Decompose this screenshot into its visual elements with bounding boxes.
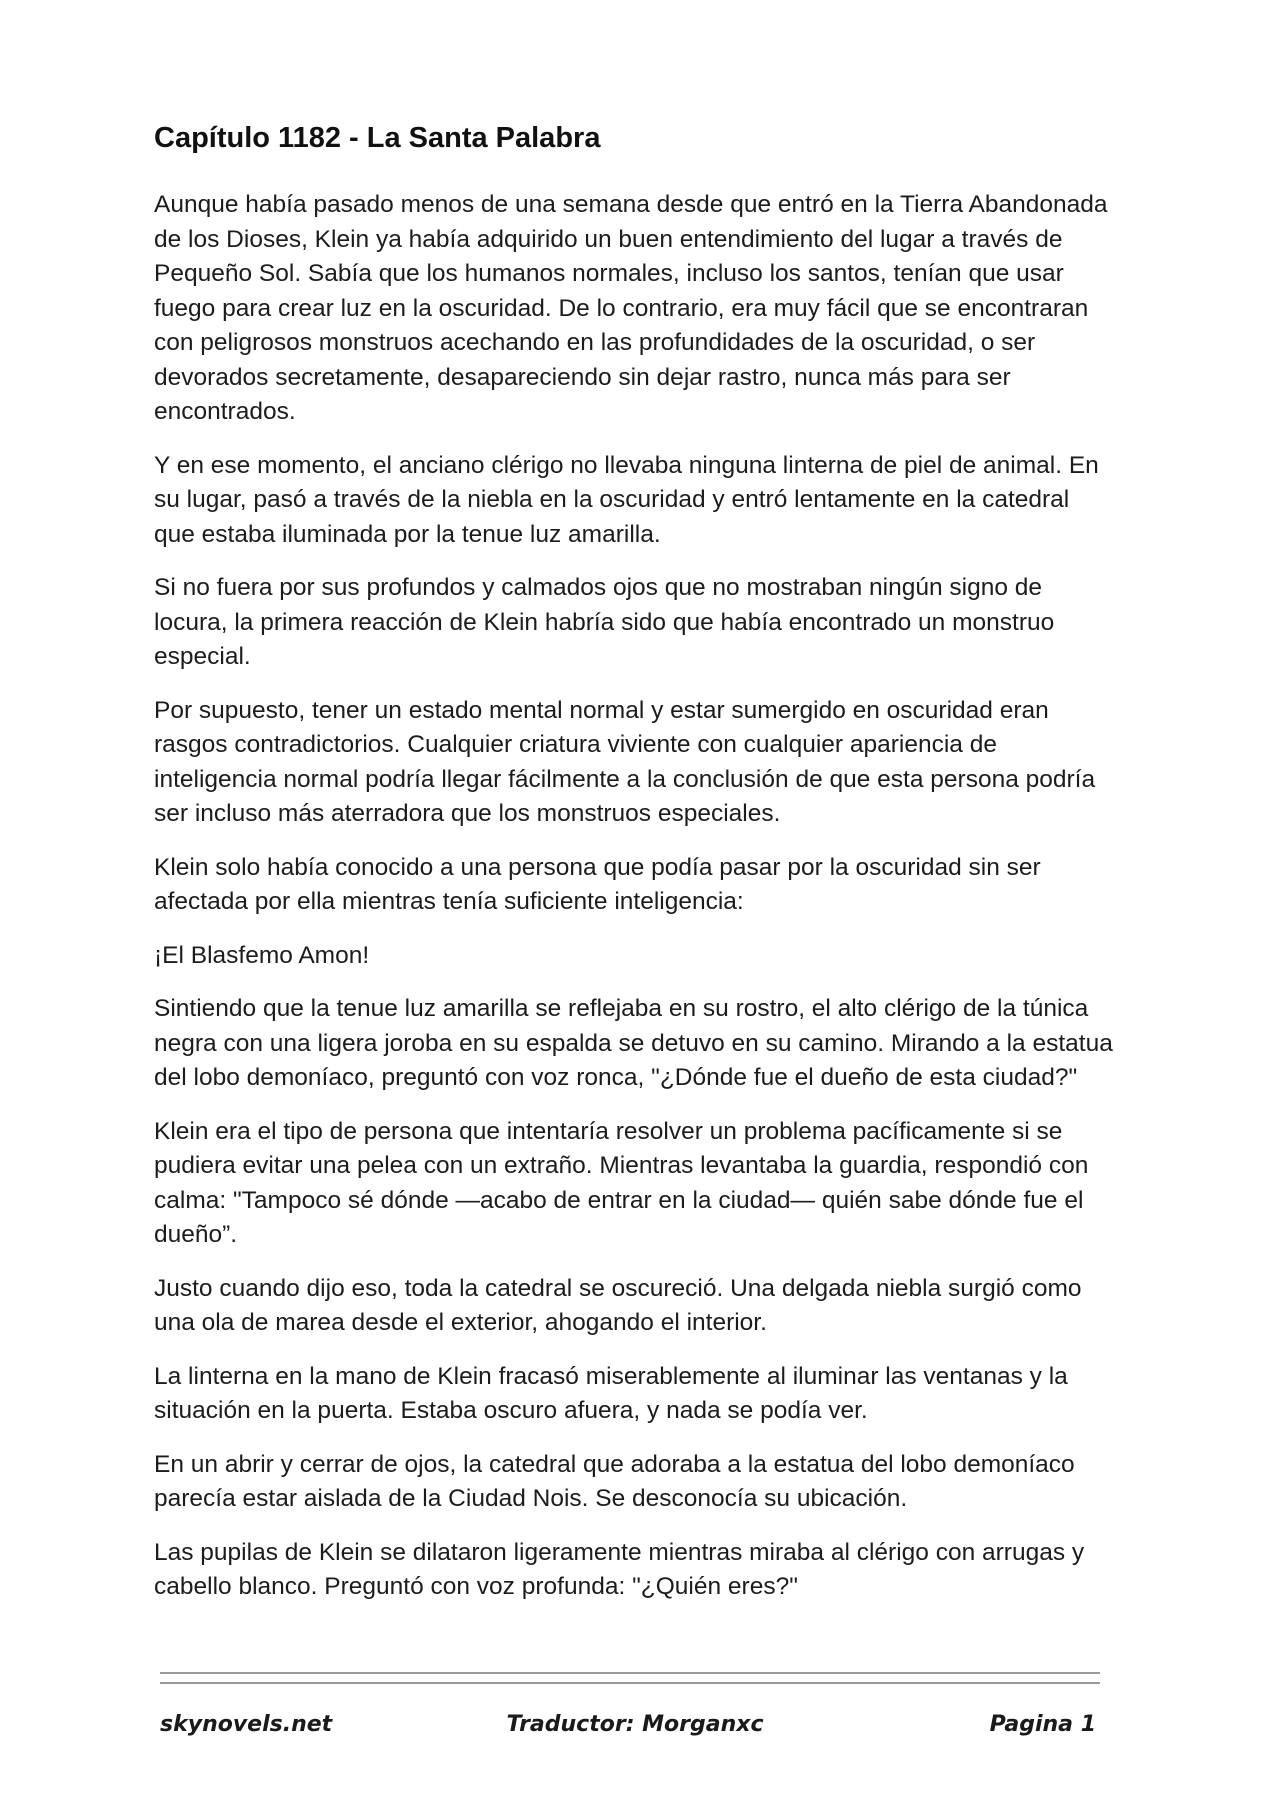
paragraph: En un abrir y cerrar de ojos, la catedral que adoraba a la estatua del lobo demoníaco parecía estar aislada de la Ciudad Nois. Se desconocía su ubicación. — [154, 1450, 1075, 1512]
paragraph: Por supuesto, tener un estado mental normal y estar sumergido en oscuridad eran rasgos contradictorios. Cualquier criatura viviente con cualquier apariencia de inteligencia normal podría llegar fácilmente a la conclusión de que esta persona podría ser incluso más aterradora que los monstruos especiales. — [154, 696, 1096, 827]
footer-page-number: Pagina 1 — [989, 1712, 1096, 1737]
document-body — [154, 118, 1114, 1624]
paragraph: La linterna en la mano de Klein fracasó miserablemente al iluminar las ventanas y la situación en la puerta. Estaba oscuro afuera, y nada se podía ver. — [154, 1362, 1068, 1424]
paragraph: Klein era el tipo de persona que intentaría resolver un problema pacíficamente si se pudiera evitar una pelea con un extraño. Mientras levantaba la guardia, respondió con calma: "Tampoco sé dónde —acabo de entrar en la ciudad— quién sabe dónde fue el dueño”. — [154, 1117, 1089, 1248]
chapter-title: Capítulo 1182 - La Santa Palabra — [154, 122, 601, 154]
paragraph: ¡El Blasfemo Amon! — [154, 941, 370, 969]
paragraph: Aunque había pasado menos de una semana desde que entró en la Tierra Abandonada de los Dioses, Klein ya había adquirido un buen entendimiento del lugar a través de Pequeño Sol. Sabía que los humanos normales, incluso los santos, tenían que usar fuego para crear luz en la oscuridad. De lo contrario, era muy fácil que se encontraran con peligrosos monstruos acechando en las profundidades de la oscuridad, o ser devorados secretamente, desapareciendo sin dejar rastro, nunca más para ser encontrados. — [154, 191, 1108, 425]
paragraph: Y en ese momento, el anciano clérigo no llevaba ninguna linterna de piel de animal. En su lugar, pasó a través de la niebla en la oscuridad y entró lentamente en la catedral que estaba iluminada por la tenue luz amarilla. — [154, 451, 1099, 548]
paragraph: Klein solo había conocido a una persona que podía pasar por la oscuridad sin ser afectada por ella mientras tenía suficiente inteligencia: — [154, 853, 1041, 915]
page-footer — [160, 1712, 1100, 1746]
paragraph: Si no fuera por sus profundos y calmados ojos que no mostraban ningún signo de locura, la primera reacción de Klein habría sido que había encontrado un monstruo especial. — [154, 574, 1055, 670]
paragraph: Las pupilas de Klein se dilataron ligeramente mientras miraba al clérigo con arrugas y cabello blanco. Preguntó con voz profunda: "¿Quién eres?" — [154, 1538, 1085, 1600]
footer-divider — [160, 1672, 1100, 1674]
footer-site: skynovels.net — [160, 1712, 333, 1737]
paragraph: Justo cuando dijo eso, toda la catedral se oscureció. Una delgada niebla surgió como una ola de marea desde el exterior, ahogando el interior. — [154, 1274, 1082, 1336]
footer-divider — [160, 1682, 1100, 1684]
footer-translator: Traductor: Morganxc — [506, 1712, 764, 1737]
paragraph: Sintiendo que la tenue luz amarilla se reflejaba en su rostro, el alto clérigo de la túnica negra con una ligera joroba en su espalda se detuvo en su camino. Mirando a la estatua del lobo demoníaco, preguntó con voz ronca, "¿Dónde fue el dueño de esta ciudad?" — [154, 995, 1113, 1091]
